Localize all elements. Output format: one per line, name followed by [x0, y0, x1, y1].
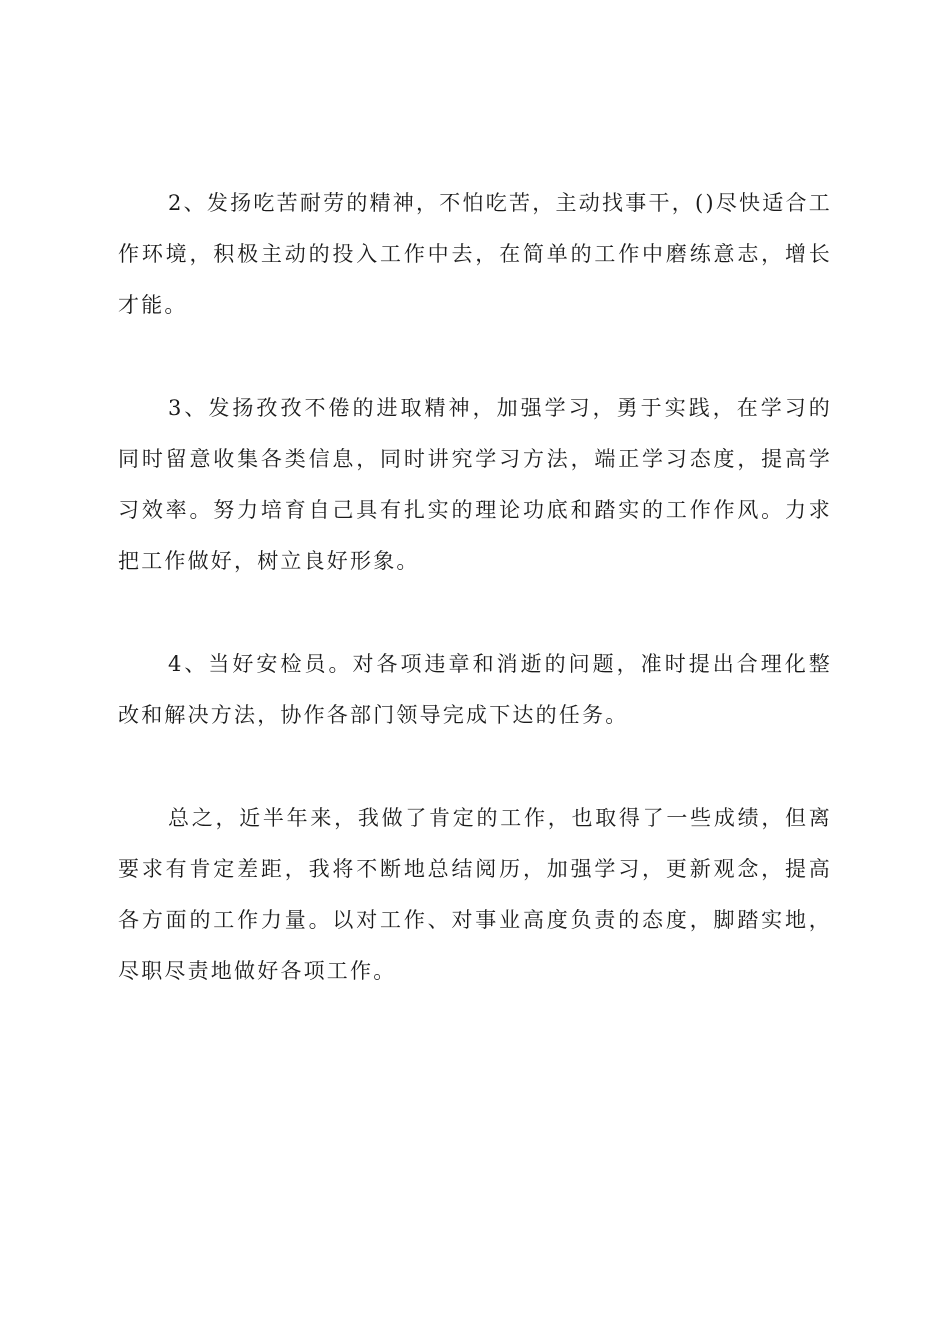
document-page — [118, 178, 832, 997]
paragraph-summary: 总之，近半年来，我做了肯定的工作，也取得了一些成绩，但离要求有肯定差距，我将不断地总结阅历，加强学习，更新观念，提高各方面的工作力量。以对工作、对事业高度负责的态度，脚踏实地，尽职尽责地做好各项工作。 — [118, 806, 832, 983]
paragraph-item-4: 4、当好安检员。对各项违章和消逝的问题，准时提出合理化整改和解决方法，协作各部门领导完成下达的任务。 — [118, 652, 832, 727]
paragraph-item-2: 2、发扬吃苦耐劳的精神，不怕吃苦，主动找事干，()尽快适合工作环境，积极主动的投入工作中去，在简单的工作中磨练意志，增长才能。 — [118, 191, 832, 317]
paragraph-item-3: 3、发扬孜孜不倦的进取精神，加强学习，勇于实践，在学习的同时留意收集各类信息，同时讲究学习方法，端正学习态度，提高学习效率。努力培育自己具有扎实的理论功底和踏实的工作作风。力求把工作做好，树立良好形象。 — [118, 396, 832, 573]
